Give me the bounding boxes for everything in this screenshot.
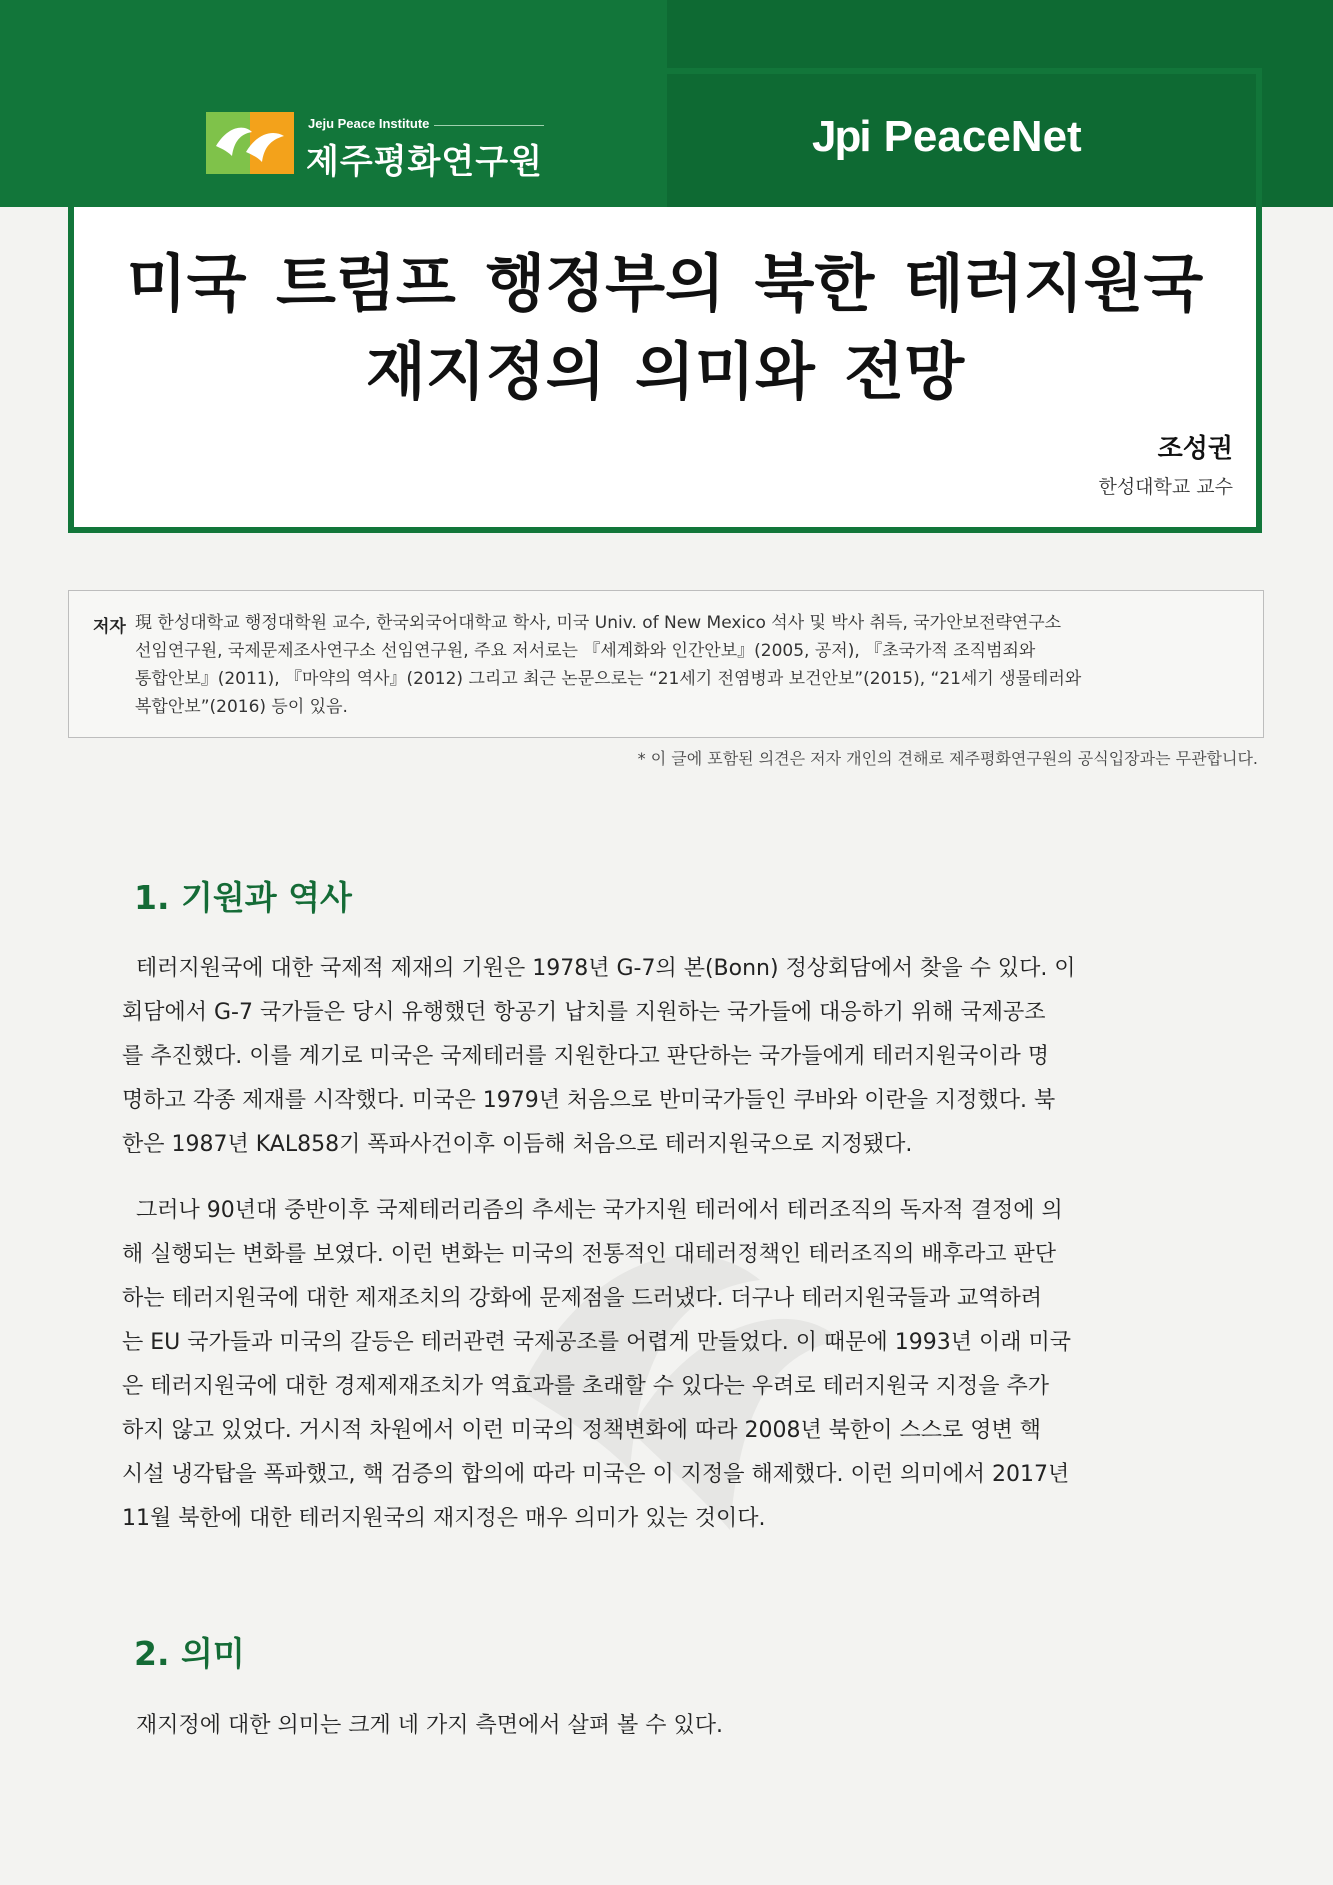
bio-line: 통합안보』(2011), 『마약의 역사』(2012) 그리고 최근 논문으로는 “21세기 전염병과 보건안보”(2015), “21세기 생물테러와: [135, 669, 1082, 689]
paragraph-line: 는 EU 국가들과 미국의 갈등은 테러관련 국제공조를 어렵게 만들었다. 이 때문에 1993년 이래 미국: [122, 1330, 1071, 1355]
jpi-mark: Jpi: [812, 112, 870, 161]
section-heading-1: 1. 기원과 역사: [134, 878, 352, 917]
paragraph-line: 재지정에 대한 의미는 크게 네 가지 측면에서 살펴 볼 수 있다.: [136, 1713, 723, 1738]
paragraph-line: 명하고 각종 제재를 시작했다. 미국은 1979년 처음으로 반미국가들인 쿠바와 이란을 지정했다. 북: [122, 1088, 1056, 1113]
logo-divider: [434, 125, 544, 126]
section-heading-2: 2. 의미: [134, 1634, 245, 1673]
disclaimer: * 이 글에 포함된 의견은 저자 개인의 견해로 제주평화연구원의 공식입장과는 무관합니다.: [637, 749, 1258, 768]
section-1-paragraph-1: [122, 947, 1212, 1167]
paragraph-line: 은 테러지원국에 대한 경제제재조치가 역효과를 초래할 수 있다는 우려로 테러지원국 지정을 추가: [122, 1374, 1050, 1399]
paragraph-line: 회담에서 G-7 국가들은 당시 유행했던 항공기 납치를 지원하는 국가들에 대응하기 위해 국제공조: [122, 1000, 1046, 1025]
author-bio-box: [68, 590, 1264, 738]
paragraph-line: 테러지원국에 대한 국제적 제재의 기원은 1978년 G-7의 본(Bonn) 정상회담에서 찾을 수 있다. 이: [136, 956, 1076, 981]
org-name-ko: 제주평화연구원: [306, 142, 543, 182]
bio-line: 복합안보”(2016) 등이 있음.: [135, 697, 348, 717]
title-line-2: 재지정의 의미와 전망: [365, 335, 965, 408]
peacenet-logo: [812, 112, 1082, 162]
page-title: [90, 240, 1240, 416]
paragraph-line: 시설 냉각탑을 폭파했고, 핵 검증의 합의에 따라 미국은 이 지정을 해제했다. 이런 의미에서 2017년: [122, 1462, 1070, 1487]
bio-line: 선임연구원, 국제문제조사연구소 선임연구원, 주요 저서로는 『세계화와 인간안보』(2005, 공저), 『초국가적 조직범죄와: [135, 641, 1036, 661]
author-name: 조성권: [1157, 434, 1233, 464]
paragraph-line: 하는 테러지원국에 대한 제재조치의 강화에 문제점을 드러냈다. 더구나 테러지원국들과 교역하려: [122, 1286, 1043, 1311]
peacenet-wordmark: PeaceNet: [883, 112, 1082, 161]
paragraph-line: 해 실행되는 변화를 보였다. 이런 변화는 미국의 전통적인 대테러정책인 테러조직의 배후라고 판단: [122, 1242, 1057, 1267]
paragraph-line: 11월 북한에 대한 테러지원국의 재지정은 매우 의미가 있는 것이다.: [122, 1506, 766, 1531]
section-1-paragraph-2: [122, 1189, 1212, 1541]
paragraph-line: 를 추진했다. 이를 계기로 미국은 국제테러를 지원한다고 판단하는 국가들에게 테러지원국이라 명: [122, 1044, 1050, 1069]
dove-logo-icon: [206, 112, 294, 174]
paragraph-line: 한은 1987년 KAL858기 폭파사건이후 이듬해 처음으로 테러지원국으로 지정됐다.: [122, 1132, 913, 1157]
bio-text: [135, 609, 1243, 721]
org-name-en: Jeju Peace Institute: [308, 116, 430, 131]
bio-label: 저자: [93, 617, 126, 637]
bio-line: 現 한성대학교 행정대학원 교수, 한국외국어대학교 학사, 미국 Univ. of New Mexico 석사 및 박사 취득, 국가안보전략연구소: [135, 613, 1062, 633]
section-2-paragraph-1: [122, 1704, 1212, 1748]
paragraph-line: 그러나 90년대 중반이후 국제테러리즘의 추세는 국가지원 테러에서 테러조직의 독자적 결정에 의: [136, 1198, 1063, 1223]
paragraph-line: 하지 않고 있었다. 거시적 차원에서 이런 미국의 정책변화에 따라 2008년 북한이 스스로 영변 핵: [122, 1418, 1041, 1443]
author-affiliation: 한성대학교 교수: [1098, 476, 1233, 498]
title-line-1: 미국 트럼프 행정부의 북한 테러지원국: [126, 247, 1204, 320]
jeju-peace-institute-logo: [206, 108, 543, 182]
